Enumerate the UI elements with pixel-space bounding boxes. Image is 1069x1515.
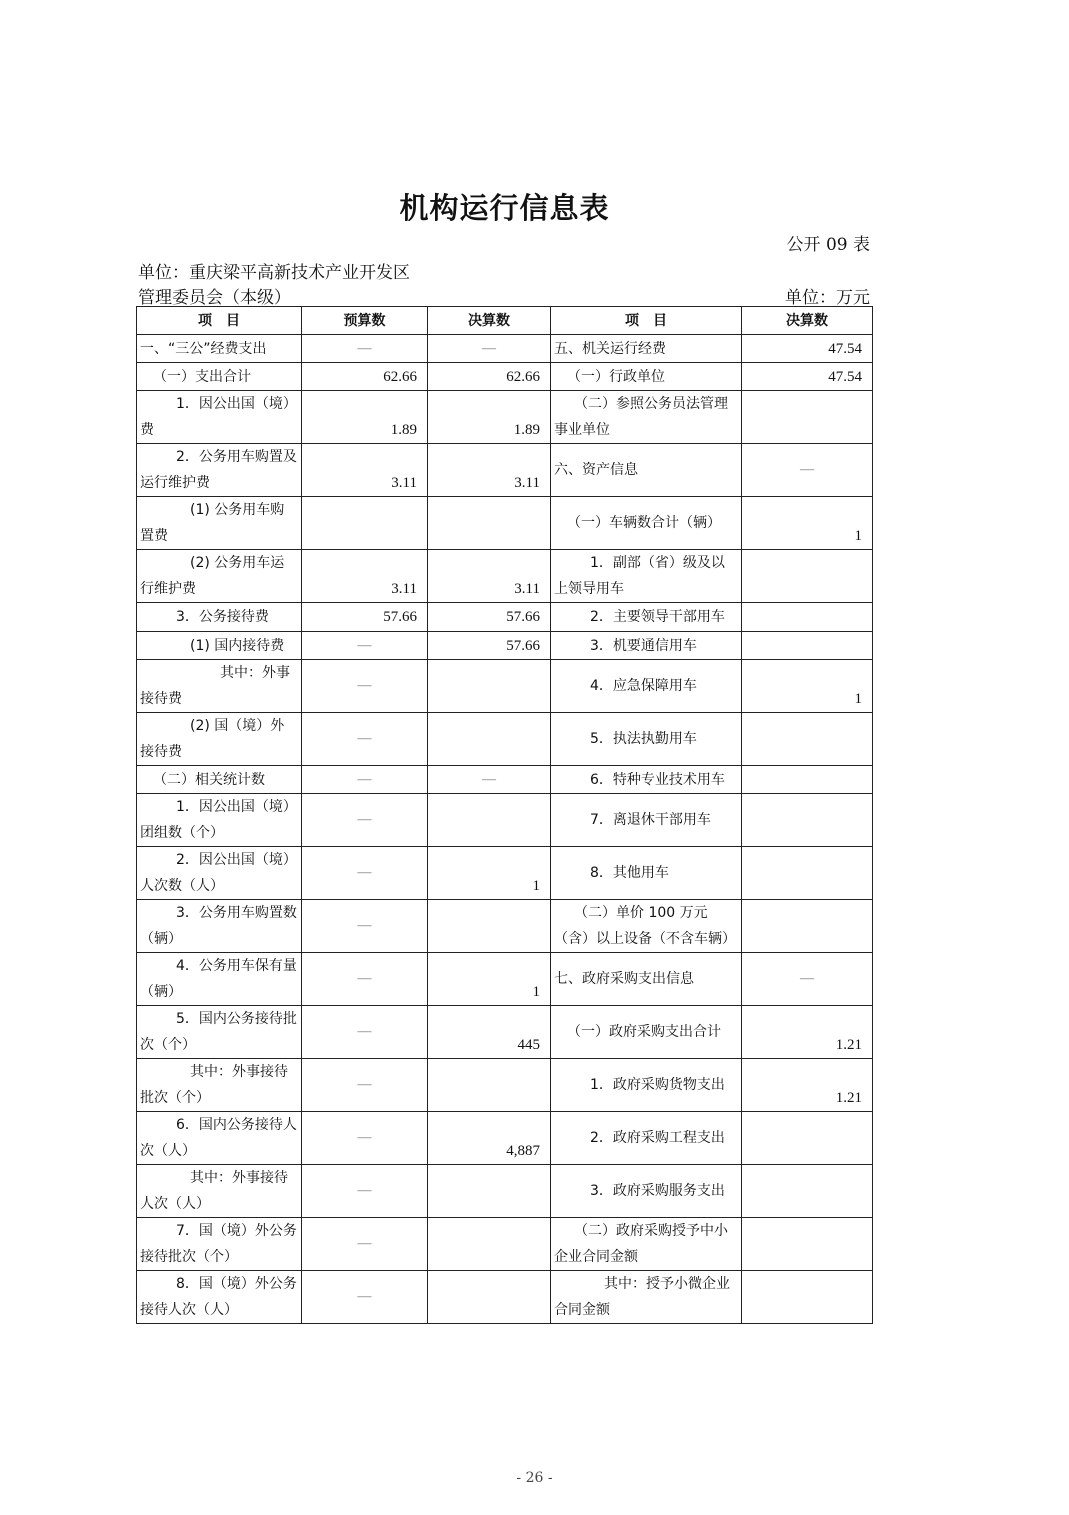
left-item: （一）支出合计 xyxy=(137,363,302,391)
table-row xyxy=(137,391,873,444)
left-budget: 1.89 xyxy=(302,391,428,444)
left-item: (2) 国（境）外接待费 xyxy=(137,713,302,766)
right-final: 1.21 xyxy=(742,1006,873,1059)
left-budget: — xyxy=(302,632,428,660)
left-item: (1) 公务用车购置费 xyxy=(137,497,302,550)
left-budget: — xyxy=(302,1006,428,1059)
right-item: 其中：授予小微企业合同金额 xyxy=(551,1271,742,1324)
table-row xyxy=(137,363,873,391)
unit-name-line1: 单位：重庆梁平高新技术产业开发区 xyxy=(138,263,410,283)
left-item: 7．国（境）外公务接待批次（个） xyxy=(137,1218,302,1271)
left-final xyxy=(428,497,551,550)
right-item: （二）单价 100 万元（含）以上设备（不含车辆） xyxy=(551,900,742,953)
right-final xyxy=(742,550,873,603)
right-item: （二）参照公务员法管理事业单位 xyxy=(551,391,742,444)
left-final xyxy=(428,660,551,713)
right-item: 1．政府采购货物支出 xyxy=(551,1059,742,1112)
right-final xyxy=(742,1165,873,1218)
left-item: 一、“三公”经费支出 xyxy=(137,335,302,363)
left-item: 5．国内公务接待批次（个） xyxy=(137,1006,302,1059)
right-item: （一）车辆数合计（辆） xyxy=(551,497,742,550)
right-final xyxy=(742,1218,873,1271)
left-item: （二）相关统计数 xyxy=(137,766,302,794)
table-row xyxy=(137,794,873,847)
right-item: （一）行政单位 xyxy=(551,363,742,391)
right-item: 1．副部（省）级及以上领导用车 xyxy=(551,550,742,603)
right-final: 47.54 xyxy=(742,335,873,363)
right-item: 7．离退休干部用车 xyxy=(551,794,742,847)
left-budget: 3.11 xyxy=(302,444,428,497)
left-final xyxy=(428,1059,551,1112)
page-number: - 26 - xyxy=(516,1470,553,1486)
right-final xyxy=(742,1112,873,1165)
left-final: — xyxy=(428,766,551,794)
table-row xyxy=(137,1006,873,1059)
left-budget: — xyxy=(302,900,428,953)
form-number: 公开 09 表 xyxy=(786,235,870,255)
table-row xyxy=(137,1218,873,1271)
right-final: 1 xyxy=(742,497,873,550)
left-budget: — xyxy=(302,1165,428,1218)
right-item: 3．政府采购服务支出 xyxy=(551,1165,742,1218)
left-budget: 62.66 xyxy=(302,363,428,391)
left-item: 8．国（境）外公务接待人次（人） xyxy=(137,1271,302,1324)
table-row xyxy=(137,632,873,660)
page-title: 机构运行信息表 xyxy=(399,191,610,225)
right-final xyxy=(742,632,873,660)
left-final xyxy=(428,900,551,953)
right-final xyxy=(742,391,873,444)
right-final: — xyxy=(742,444,873,497)
right-item: （二）政府采购授予中小企业合同金额 xyxy=(551,1218,742,1271)
left-final: 1 xyxy=(428,847,551,900)
left-final xyxy=(428,713,551,766)
unit-name-line2: 管理委员会（本级） xyxy=(138,288,291,308)
currency-unit: 单位：万元 xyxy=(785,288,870,308)
right-item: 七、政府采购支出信息 xyxy=(551,953,742,1006)
left-budget: — xyxy=(302,1218,428,1271)
left-final: 1.89 xyxy=(428,391,551,444)
left-final: — xyxy=(428,335,551,363)
left-budget: — xyxy=(302,335,428,363)
left-budget: — xyxy=(302,660,428,713)
right-item: 6．特种专业技术用车 xyxy=(551,766,742,794)
table-row xyxy=(137,660,873,713)
left-budget: 3.11 xyxy=(302,550,428,603)
table-row xyxy=(137,1112,873,1165)
right-final: 47.54 xyxy=(742,363,873,391)
right-item: 5．执法执勤用车 xyxy=(551,713,742,766)
table-row xyxy=(137,713,873,766)
left-item: 其中：外事接待人次（人） xyxy=(137,1165,302,1218)
left-item: 1．因公出国（境）费 xyxy=(137,391,302,444)
left-budget: — xyxy=(302,953,428,1006)
left-budget: 57.66 xyxy=(302,603,428,632)
right-item: 2．政府采购工程支出 xyxy=(551,1112,742,1165)
table-row xyxy=(137,1271,873,1324)
left-item: 3．公务用车购置数（辆） xyxy=(137,900,302,953)
left-final: 62.66 xyxy=(428,363,551,391)
left-final xyxy=(428,1165,551,1218)
table-row xyxy=(137,900,873,953)
left-budget: — xyxy=(302,1112,428,1165)
left-final xyxy=(428,794,551,847)
left-budget: — xyxy=(302,766,428,794)
table-row xyxy=(137,1059,873,1112)
table-row xyxy=(137,603,873,632)
left-item: 3．公务接待费 xyxy=(137,603,302,632)
left-final: 1 xyxy=(428,953,551,1006)
left-final xyxy=(428,1218,551,1271)
table-header-row xyxy=(137,307,873,335)
left-item: 其中：外事接待批次（个） xyxy=(137,1059,302,1112)
right-final: 1 xyxy=(742,660,873,713)
left-budget: — xyxy=(302,713,428,766)
table-row xyxy=(137,847,873,900)
right-final: 1.21 xyxy=(742,1059,873,1112)
right-final: — xyxy=(742,953,873,1006)
table-row xyxy=(137,953,873,1006)
left-item: (1) 国内接待费 xyxy=(137,632,302,660)
right-final xyxy=(742,766,873,794)
left-final: 4,887 xyxy=(428,1112,551,1165)
header-right-final: 决算数 xyxy=(742,307,873,335)
table-row xyxy=(137,1165,873,1218)
table-row xyxy=(137,766,873,794)
right-final xyxy=(742,713,873,766)
right-item: （一）政府采购支出合计 xyxy=(551,1006,742,1059)
left-item: 6．国内公务接待人次（人） xyxy=(137,1112,302,1165)
header-left-budget: 预算数 xyxy=(302,307,428,335)
left-item: 2．公务用车购置及运行维护费 xyxy=(137,444,302,497)
org-operation-info-table xyxy=(136,306,873,1324)
left-final: 3.11 xyxy=(428,444,551,497)
right-item: 8．其他用车 xyxy=(551,847,742,900)
left-budget: — xyxy=(302,847,428,900)
right-final xyxy=(742,847,873,900)
left-final: 445 xyxy=(428,1006,551,1059)
left-item: 1．因公出国（境）团组数（个） xyxy=(137,794,302,847)
right-final xyxy=(742,900,873,953)
header-right-item: 项 目 xyxy=(551,307,742,335)
left-item: (2) 公务用车运行维护费 xyxy=(137,550,302,603)
left-budget: — xyxy=(302,794,428,847)
header-left-item: 项 目 xyxy=(137,307,302,335)
right-final xyxy=(742,603,873,632)
left-final: 57.66 xyxy=(428,603,551,632)
right-item: 六、资产信息 xyxy=(551,444,742,497)
right-final xyxy=(742,1271,873,1324)
right-item: 五、机关运行经费 xyxy=(551,335,742,363)
table-row xyxy=(137,444,873,497)
header-left-final: 决算数 xyxy=(428,307,551,335)
right-item: 4．应急保障用车 xyxy=(551,660,742,713)
table-row xyxy=(137,550,873,603)
left-item: 2．因公出国（境）人次数（人） xyxy=(137,847,302,900)
right-item: 2．主要领导干部用车 xyxy=(551,603,742,632)
left-item: 其中：外事接待费 xyxy=(137,660,302,713)
left-budget: — xyxy=(302,1271,428,1324)
table-row xyxy=(137,497,873,550)
right-final xyxy=(742,794,873,847)
left-final: 57.66 xyxy=(428,632,551,660)
left-final xyxy=(428,1271,551,1324)
right-item: 3．机要通信用车 xyxy=(551,632,742,660)
left-budget: — xyxy=(302,1059,428,1112)
table-row xyxy=(137,335,873,363)
left-item: 4．公务用车保有量（辆） xyxy=(137,953,302,1006)
left-budget xyxy=(302,497,428,550)
left-final: 3.11 xyxy=(428,550,551,603)
